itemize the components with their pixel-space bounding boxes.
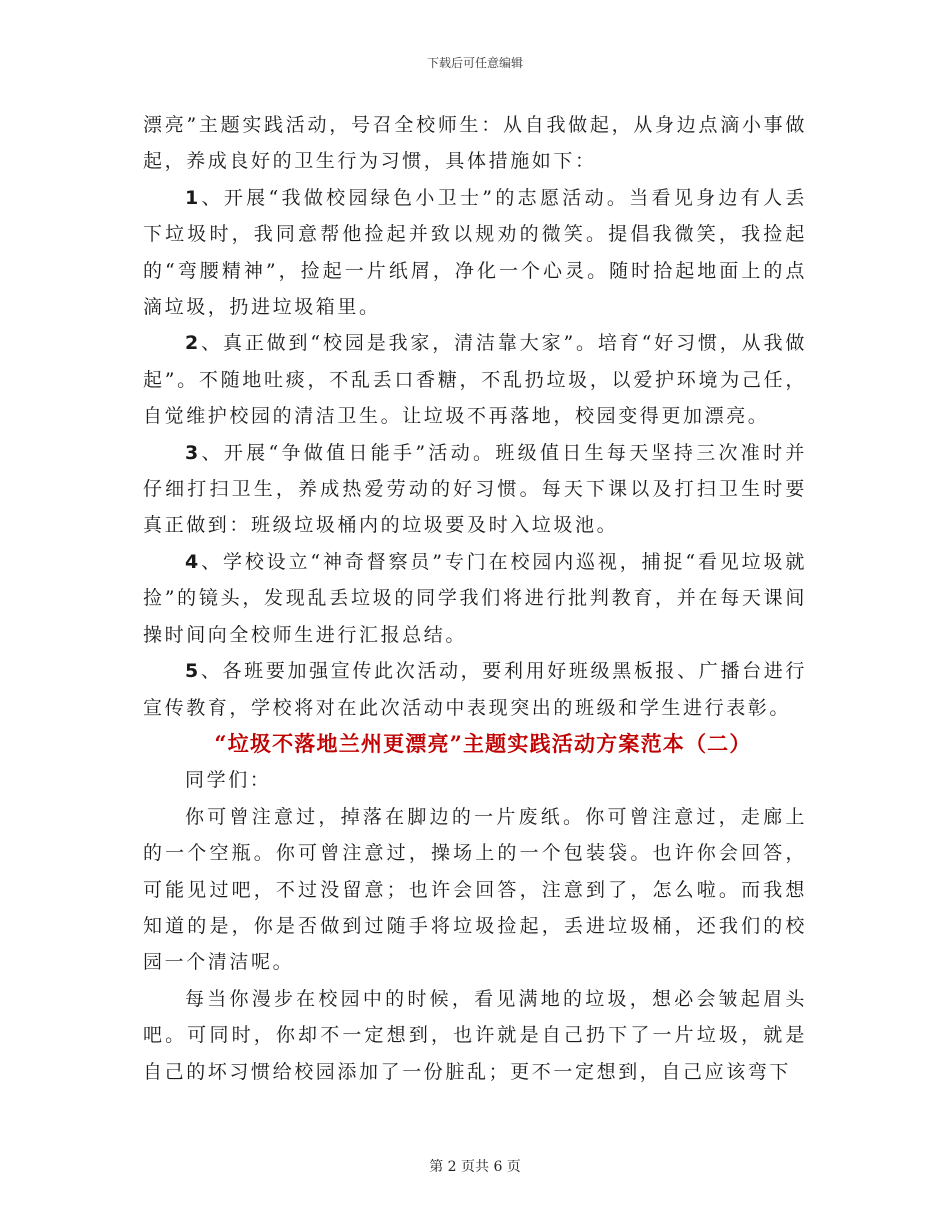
- list-paragraph: [143, 544, 807, 653]
- paragraph: 每当你漫步在校园中的时候，看见满地的垃圾，想必会皱起眉头吧。可同时，你却不一定想到，也许就是自己扔下了一片垃圾，就是自己的坏习惯给校园添加了一份脏乱；更不一定想到，自己应该弯下: [143, 987, 807, 1083]
- list-text: 、开展“争做值日能手”活动。班级值日生每天坚持三次准时并仔细打扫卫生，养成热爱劳动的好习惯。每天下课以及打扫卫生时要真正做到：班级垃圾桶内的垃圾要及时入垃圾池。: [143, 441, 807, 537]
- list-paragraph: [143, 435, 807, 544]
- paragraph: 你可曾注意过，掉落在脚边的一片废纸。你可曾注意过，走廊上的一个空瓶。你可曾注意过，操场上的一个包装袋。也许你会回答，可能见过吧，不过没留意；也许会回答，注意到了，怎么啦。而我想知道的是，你是否做到过随手将垃圾捡起，丢进垃圾桶，还我们的校园一个清洁呢。: [143, 805, 807, 974]
- document-body: [143, 107, 807, 1090]
- list-number: 1: [185, 186, 201, 209]
- list-number: 4: [185, 550, 201, 573]
- paragraph: 漂亮”主题实践活动，号召全校师生：从自我做起，从身边点滴小事做起，养成良好的卫生行为习惯，具体措施如下：: [143, 114, 807, 173]
- list-paragraph: [143, 180, 807, 326]
- list-text: 、学校设立“神奇督察员”专门在校园内巡视，捕捉“看见垃圾就捡”的镜头，发现乱丢垃圾的同学我们将进行批判教育，并在每天课间操时间向全校师生进行汇报总结。: [143, 550, 807, 646]
- list-number: 5: [185, 660, 201, 683]
- list-number: 3: [185, 441, 201, 464]
- list-text: 、各班要加强宣传此次活动，要利用好班级黑板报、广播台进行宣传教育，学校将对在此次活动中表现突出的班级和学生进行表彰。: [143, 660, 807, 719]
- list-number: 2: [185, 332, 201, 355]
- list-paragraph: [143, 653, 807, 726]
- page-header: 下载后可任意编辑: [426, 56, 523, 70]
- salutation: 同学们：: [185, 769, 272, 792]
- page-footer: 第 2 页共 6 页: [429, 1159, 521, 1175]
- section-title: “垃圾不落地兰州更漂亮”主题实践活动方案范本（二）: [214, 730, 752, 756]
- list-paragraph: [143, 325, 807, 434]
- list-text: 、真正做到“校园是我家，清洁靠大家”。培育“好习惯，从我做起”。不随地吐痰，不乱丢口香糖，不乱扔垃圾，以爱护环境为己任，自觉维护校园的清洁卫生。让垃圾不再落地，校园变得更加漂亮。: [143, 332, 807, 428]
- list-text: 、开展“我做校园绿色小卫士”的志愿活动。当看见身边有人丢下垃圾时，我同意帮他捡起并致以规劝的微笑。提倡我微笑，我捡起的“弯腰精神”，捡起一片纸屑，净化一个心灵。随时拾起地面上的点滴垃圾，扔进垃圾箱里。: [143, 186, 807, 319]
